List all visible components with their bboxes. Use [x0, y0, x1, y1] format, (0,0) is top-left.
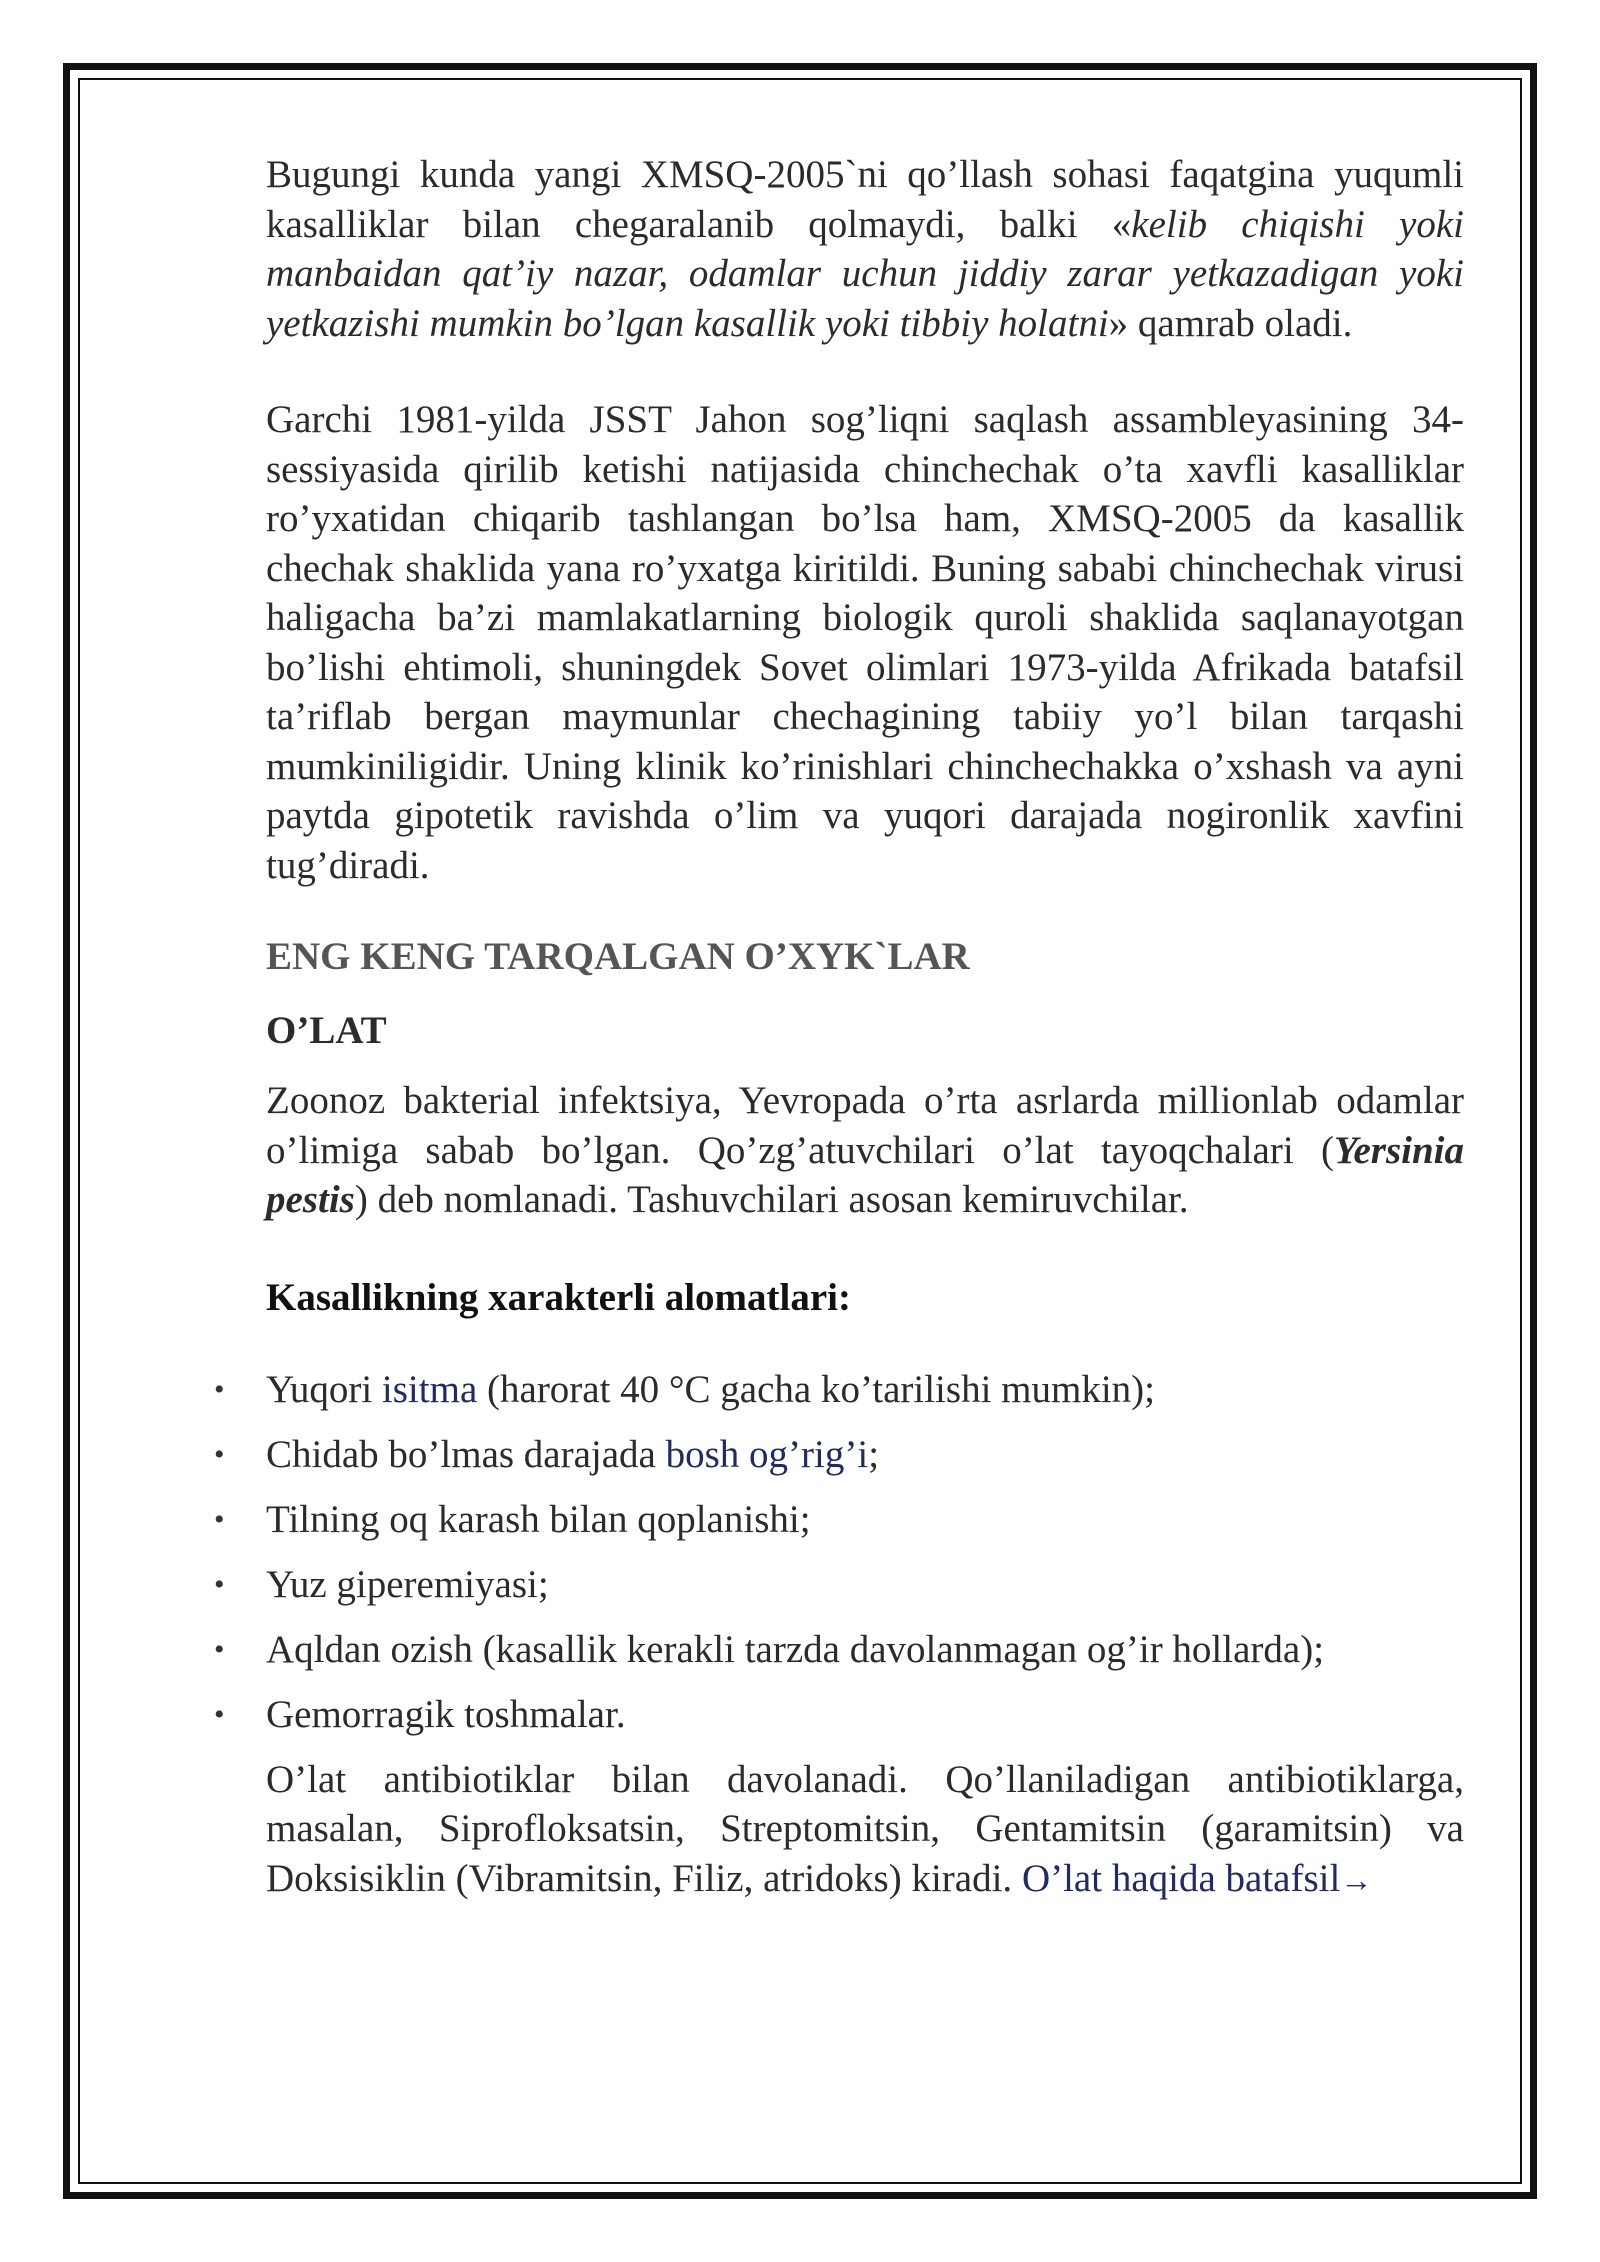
isitma-link[interactable]: isitma [381, 1367, 478, 1411]
symptom-item: • Yuqori isitma (harorat 40 °C gacha ko’tarilishi mumkin); [266, 1365, 1464, 1415]
plague-description [266, 1076, 1464, 1225]
plague-text-end: ) deb nomlanadi. Tashuvchilari asosan kemiruvchilar. [354, 1178, 1189, 1221]
symptom-item: • Chidab bo’lmas darajada bosh og’rig’i; [266, 1430, 1464, 1480]
bullet-icon: • [214, 1632, 225, 1666]
intro-text-start: Bugungi kunda yangi XMSQ-2005`ni qo’llash sohasi faqatgina yuqumli kasalliklar bilan chegaralanib qolmaydi, balki « [266, 153, 1464, 246]
symptoms-list [214, 1365, 1464, 1740]
symptom-item: • Tilning oq karash bilan qoplanishi; [266, 1495, 1464, 1545]
intro-text-end: » qamrab oladi. [1108, 301, 1353, 345]
symptom-item: • Yuz giperemiyasi; [266, 1560, 1464, 1610]
plague-title: O’LAT [266, 1009, 387, 1052]
bullet-icon: • [214, 1372, 225, 1406]
treatment-text: O’lat antibiotiklar bilan davolanadi. Qo’llaniladigan antibiotiklarga, masalan, Siprofloksatsin, Streptomitsin, Gentamitsin (garamitsin) va Doksisiklin (Vibramitsin, Filiz, atridoks) kiradi. [266, 1757, 1464, 1900]
section-title: ENG KENG TARQALGAN O’XYK`LAR [266, 935, 970, 978]
intro-paragraph [266, 150, 1464, 348]
document-content [214, 150, 1464, 1905]
species-name: Yersinia pestis [266, 1128, 1464, 1221]
smallpox-paragraph: Garchi 1981-yilda JSST Jahon sog’liqni saqlash assambleyasining 34-sessiyasida qirilib ketishi natijasida chinchechak o’ta xavfli kasalliklar ro’yxatidan chiqarib tashlangan bo’lsa ham, XMSQ-2005 da kasallik chechak shaklida yana ro’yxatga kiritildi. Buning sababi chinchechak virusi haligacha ba’zi mamlakatlarning biologik quroli shaklida saqlanayotgan bo’lishi ehtimoli, shuningdek Sovet olimlari 1973-yilda Afrikada batafsil ta’riflab bergan maymunlar chechagining tabiiy yo’l bilan tarqashi mumkiniligidir. Uning klinik ko’rinishlari chinchechakka o’xshash va ayni paytda gipotetik ravishda o’lim va yuqori darajada nogironlik xavfini tug’diradi. [266, 398, 1464, 887]
symptoms-heading: Kasallikning xarakterli alomatlari: [266, 1275, 851, 1319]
bullet-icon: • [214, 1502, 225, 1536]
bullet-icon: • [214, 1437, 225, 1471]
treatment-paragraph [266, 1755, 1464, 1906]
bullet-icon: • [214, 1567, 225, 1601]
plague-text-start: Zoonoz bakterial infektsiya, Yevropada o’rta asrlarda millionlab odamlar o’limiga sabab bo’lgan. Qo’zg’atuvchilari o’lat tayoqchalari ( [266, 1079, 1464, 1172]
intro-quote: kelib chiqishi yoki manbaidan qat’iy nazar, odamlar uchun jiddiy zarar yetkazadigan yoki yetkazishi mumkin bo’lgan kasallik yoki tibbiy holatni [266, 202, 1464, 345]
more-about-plague-link[interactable]: O’lat haqida batafsil→ [1021, 1856, 1373, 1900]
arrow-right-icon: → [1340, 1861, 1373, 1898]
bullet-icon: • [214, 1697, 225, 1731]
symptom-item: • Aqldan ozish (kasallik kerakli tarzda davolanmagan og’ir hollarda); [266, 1625, 1464, 1675]
symptom-item: • Gemorragik toshmalar. [266, 1690, 1464, 1740]
headache-link[interactable]: bosh og’rig’i [665, 1432, 869, 1476]
